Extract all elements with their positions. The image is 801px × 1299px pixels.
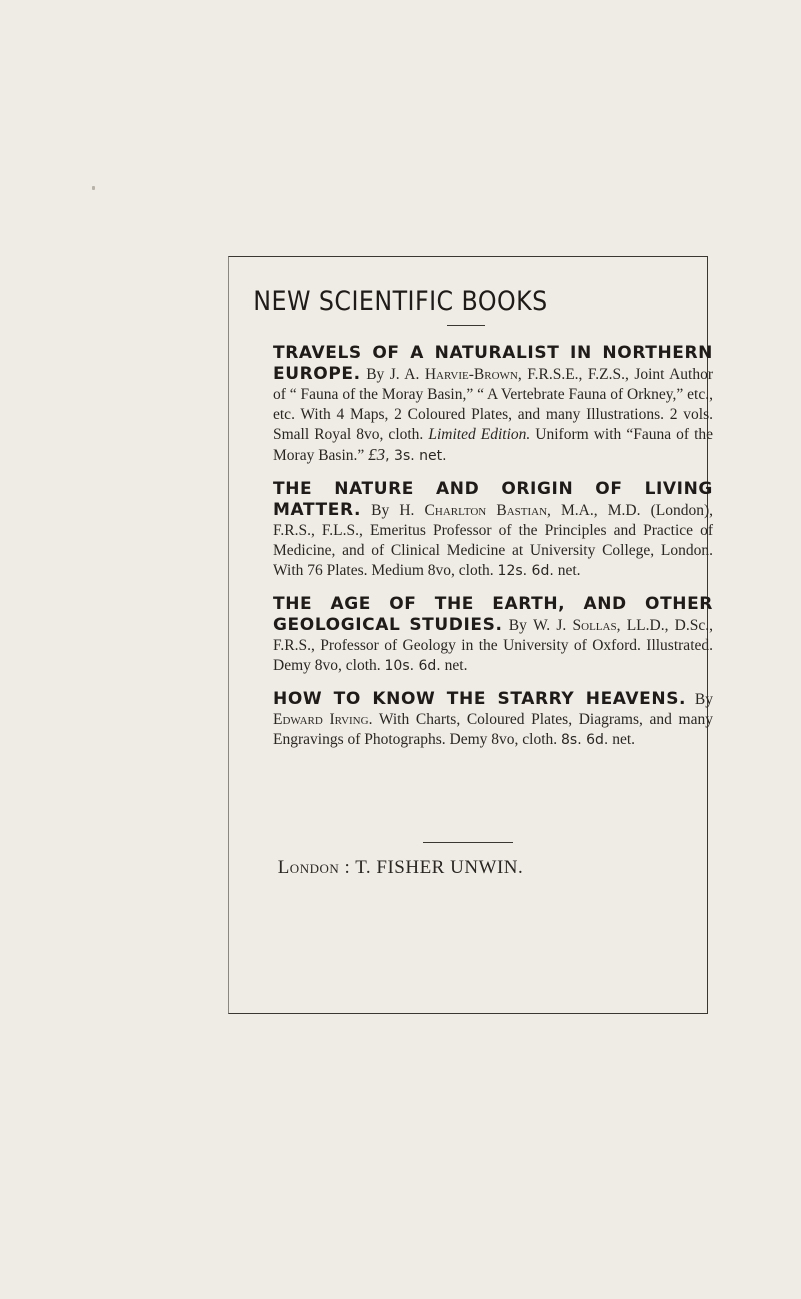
book-entry-travels-of-a-naturalist [273, 343, 713, 466]
book-author: H. Charlton Bastian [399, 502, 548, 519]
book-title: HOW TO KNOW THE STARRY HEAVENS. [273, 689, 687, 709]
by-label: By [694, 691, 713, 708]
publisher-imprint [0, 857, 801, 879]
book-entry-nature-and-origin [273, 479, 713, 581]
by-label: By [366, 366, 385, 383]
book-title: THE NATURE AND ORIGIN OF LIVING MATTER. [273, 479, 713, 520]
book-list [273, 343, 713, 763]
book-price: 12s. 6d. [497, 563, 554, 579]
paper-speck [92, 186, 95, 190]
imprint-city: London [277, 857, 340, 878]
price-suffix: net. [553, 562, 581, 579]
book-price: 10s. 6d. [384, 658, 441, 674]
page-title: NEW SCIENTIFIC BOOKS [253, 286, 548, 317]
price-suffix: net. [440, 657, 468, 674]
book-entry-age-of-the-earth [273, 594, 713, 676]
book-description: , F.R.S.E., F.Z.S., Joint Author of “ Fauna of the Moray Basin,” “ A Vertebrate Fauna of Orkney,” etc., etc. With 4 Maps, 2 Coloured Plates, and many Illustrations. 2 vols. Small Royal 8vo, cloth. [273, 366, 714, 443]
imprint-publisher: T. FISHER UNWIN. [355, 857, 524, 878]
book-description: . With Charts, Coloured Plates, Diagrams, and many Engravings of Photographs. Demy 8vo, cloth. [273, 711, 713, 748]
book-description: , LL.D., D.Sc., F.R.S., Professor of Geology in the University of Oxford. Illustrated. Demy 8vo, cloth. [273, 617, 714, 674]
edition-note: Limited Edition. [428, 426, 531, 443]
book-price-pounds: £3 [368, 445, 386, 464]
imprint-rule [423, 842, 513, 843]
book-description: , M.A., M.D. (London), F.R.S., F.L.S., Emeritus Professor of the Principles and Practice of Medicine, and of Clinical Medicine at University College, London. With 76 Plates. Medium 8vo, cloth. [273, 502, 714, 579]
book-entry-starry-heavens [273, 689, 713, 750]
book-author: J. A. Harvie-Brown [389, 366, 518, 383]
price-suffix: net. [608, 731, 636, 748]
title-rule [447, 325, 485, 326]
book-author: Edward Irving [273, 711, 369, 728]
book-title: THE AGE OF THE EARTH, AND OTHER GEOLOGICAL STUDIES. [273, 594, 713, 635]
book-author: W. J. Sollas [533, 617, 617, 634]
book-price: 8s. 6d. [561, 732, 609, 748]
book-price: , 3s. net. [385, 448, 447, 464]
by-label: By [508, 617, 527, 634]
book-description-cont: Uniform with “Fauna of the Moray Basin.” [273, 426, 714, 464]
by-label: By [371, 502, 390, 519]
book-title: TRAVELS OF A NATURALIST IN NORTHERN EUROPE. [273, 343, 713, 384]
imprint-separator: : [339, 857, 356, 878]
